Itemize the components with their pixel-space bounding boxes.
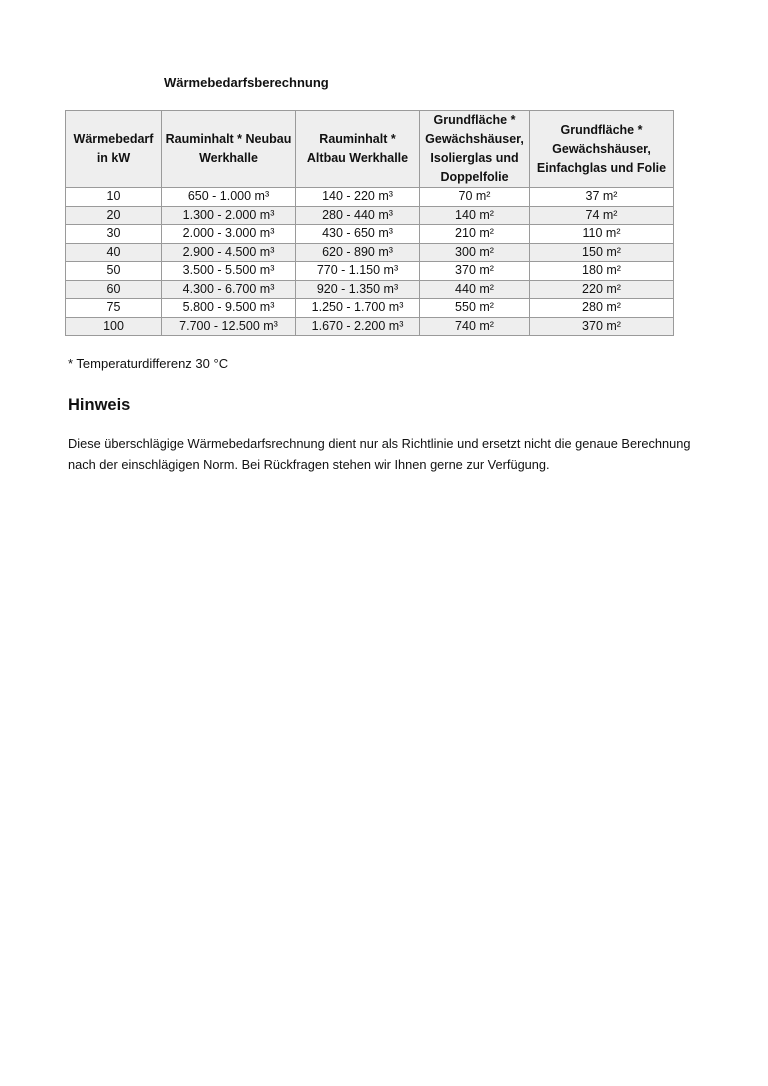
cell: 140 - 220 m³ (296, 188, 420, 207)
cell: 74 m² (530, 206, 674, 225)
cell: 30 (66, 225, 162, 244)
cell: 2.900 - 4.500 m³ (162, 243, 296, 262)
cell: 370 m² (530, 317, 674, 336)
cell: 100 (66, 317, 162, 336)
page-title: Wärmebedarfsberechnung (164, 75, 329, 90)
cell: 300 m² (420, 243, 530, 262)
cell: 70 m² (420, 188, 530, 207)
cell: 20 (66, 206, 162, 225)
cell: 4.300 - 6.700 m³ (162, 280, 296, 299)
cell: 920 - 1.350 m³ (296, 280, 420, 299)
cell: 1.670 - 2.200 m³ (296, 317, 420, 336)
table-row (66, 280, 674, 299)
cell: 430 - 650 m³ (296, 225, 420, 244)
footnote: * Temperaturdifferenz 30 °C (68, 356, 229, 371)
cell: 770 - 1.150 m³ (296, 262, 420, 281)
notice-text: Diese überschlägige Wärmebedarfsrechnung dient nur als Richtlinie und ersetzt nicht die genaue Berechnung nach der einschlägigen Norm. Bei Rückfragen stehen wir Ihnen gerne zur Verfügung. (68, 436, 691, 472)
cell: 280 - 440 m³ (296, 206, 420, 225)
header-area-insulating-glass: Grundfläche * Gewächshäuser, Isolierglas und Doppelfolie (420, 111, 530, 188)
table-row (66, 317, 674, 336)
header-volume-old-building: Rauminhalt * Altbau Werkhalle (296, 111, 420, 188)
cell: 620 - 890 m³ (296, 243, 420, 262)
cell: 220 m² (530, 280, 674, 299)
table-row (66, 262, 674, 281)
cell: 3.500 - 5.500 m³ (162, 262, 296, 281)
cell: 75 (66, 299, 162, 318)
cell: 1.300 - 2.000 m³ (162, 206, 296, 225)
header-heat-demand: Wärmebedarf in kW (66, 111, 162, 188)
cell: 50 (66, 262, 162, 281)
cell: 110 m² (530, 225, 674, 244)
cell: 140 m² (420, 206, 530, 225)
table-row (66, 299, 674, 318)
table-row (66, 188, 674, 207)
header-area-single-glass: Grundfläche * Gewächshäuser, Einfachglas und Folie (530, 111, 674, 188)
cell: 210 m² (420, 225, 530, 244)
cell: 60 (66, 280, 162, 299)
table-row (66, 243, 674, 262)
notice-heading: Hinweis (68, 396, 131, 414)
table-header-row (66, 111, 674, 188)
cell: 40 (66, 243, 162, 262)
table-row (66, 225, 674, 244)
cell: 440 m² (420, 280, 530, 299)
cell: 370 m² (420, 262, 530, 281)
cell: 10 (66, 188, 162, 207)
heat-demand-table (65, 110, 674, 336)
cell: 180 m² (530, 262, 674, 281)
cell: 5.800 - 9.500 m³ (162, 299, 296, 318)
cell: 7.700 - 12.500 m³ (162, 317, 296, 336)
cell: 37 m² (530, 188, 674, 207)
cell: 650 - 1.000 m³ (162, 188, 296, 207)
cell: 2.000 - 3.000 m³ (162, 225, 296, 244)
cell: 150 m² (530, 243, 674, 262)
cell: 550 m² (420, 299, 530, 318)
table-row (66, 206, 674, 225)
header-volume-new-building: Rauminhalt * Neubau Werkhalle (162, 111, 296, 188)
cell: 1.250 - 1.700 m³ (296, 299, 420, 318)
cell: 740 m² (420, 317, 530, 336)
cell: 280 m² (530, 299, 674, 318)
